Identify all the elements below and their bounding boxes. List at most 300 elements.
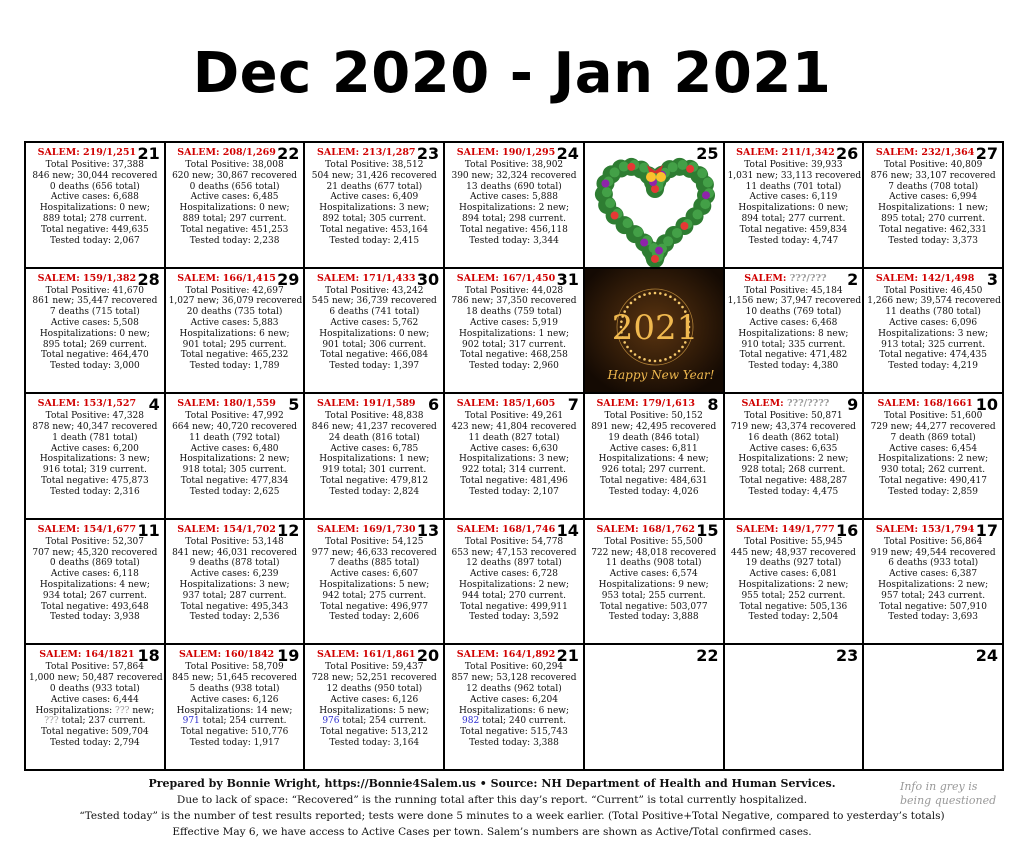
stat-line: Active cases: 6,119 [749, 192, 838, 203]
day-number: 15 [696, 520, 719, 540]
stat-line: Active cases: 6,444 [50, 694, 139, 705]
stat-line: 6 deaths (933 total) [888, 558, 979, 569]
day-number: 20 [416, 646, 440, 666]
stat-line: 895 total; 269 current. [42, 339, 147, 350]
day-number: 22 [277, 144, 300, 163]
calendar-day-cell [864, 394, 1004, 520]
stat-line: Tested today: 3,693 [888, 612, 978, 623]
stat-line: Hospitalizations: 2 new; [458, 579, 570, 590]
stat-line: 786 new; 37,350 recovered [451, 296, 577, 307]
stat-line: Hospitalizations: 1 new; [878, 203, 989, 214]
salem-active-total: SALEM: 164/1821 [39, 649, 135, 661]
salem-active-total: SALEM: 153/1,794 [875, 523, 975, 535]
stat-line: 895 total; 270 current. [881, 213, 986, 224]
stat-line: 926 total; 297 current. [601, 465, 706, 476]
stat-line: 1 death (781 total) [52, 432, 138, 443]
stat-line: Total negative: 495,343 [180, 601, 289, 612]
stat-line: 919 new; 49,544 recovered [870, 547, 996, 558]
day-number: 11 [137, 520, 160, 540]
day-stats [728, 286, 860, 372]
stat-line: Hospitalizations: 2 new; [458, 203, 570, 214]
stat-line: Active cases: 6,635 [749, 443, 838, 454]
stat-line: Total Positive: 40,809 [883, 160, 983, 170]
stat-line: Tested today: 3,000 [49, 361, 140, 372]
stat-line: Hospitalizations: 0 new; [738, 203, 849, 214]
stat-line: Total Positive: 38,008 [185, 160, 284, 170]
stat-line: Total negative: 488,287 [739, 475, 848, 486]
stat-line: 1,156 new; 37,947 recovered [727, 296, 862, 307]
salem-active-total: SALEM: 211/1,342 [736, 147, 835, 158]
day-number: 26 [836, 144, 859, 163]
stat-line: 390 new; 32,324 recovered [451, 170, 577, 181]
stat-line: Active cases: 6,607 [330, 569, 419, 580]
stat-line: Total negative: 507,910 [879, 601, 987, 612]
day-stats [169, 160, 301, 246]
salem-active-total: SALEM: 153/1,527 [37, 398, 137, 410]
stat-line: Hospitalizations: ??? new; [35, 705, 155, 716]
stat-line: Total negative: 449,635 [40, 224, 149, 235]
calendar-day-cell [305, 394, 445, 520]
day-number: 31 [556, 269, 579, 289]
stat-line: 19 death (846 total) [608, 432, 700, 443]
stat-line: Active cases: 6,200 [50, 443, 139, 454]
stat-line: 944 total; 270 current. [462, 590, 566, 601]
day-stats [308, 537, 440, 623]
stat-line: Total Positive: 37,388 [45, 160, 145, 170]
stat-line: Tested today: 2,316 [49, 486, 140, 497]
calendar-grid [24, 141, 1004, 771]
day-number: 29 [277, 269, 300, 289]
stat-line: Total Positive: 49,261 [464, 411, 564, 422]
stat-line: Hospitalizations: 0 new; [179, 203, 290, 214]
stat-line: 11 death (792 total) [189, 432, 281, 443]
stat-line: Tested today: 4,026 [608, 486, 699, 497]
stat-line: Total Positive: 50,152 [604, 411, 703, 422]
stat-line: 7 death (869 total) [890, 432, 976, 443]
stat-line: Total Positive: 53,148 [185, 536, 284, 547]
grey-info-note: Info in grey is being questioned [900, 780, 997, 807]
stat-line: Total Positive: 39,933 [744, 160, 843, 170]
stat-line: 7 deaths (885 total) [329, 558, 420, 569]
stat-line: Tested today: 1,789 [189, 361, 280, 372]
stat-line: Hospitalizations: 0 new; [39, 203, 150, 214]
salem-active-total: SALEM: 185/1,605 [456, 398, 556, 410]
day-stats [29, 160, 161, 246]
stat-line: Tested today: 4,475 [748, 486, 839, 497]
stat-line: Hospitalizations: 3 new; [39, 454, 150, 465]
day-number: 21 [137, 144, 160, 163]
calendar-day-cell [305, 520, 445, 646]
day-number: 27 [975, 144, 998, 163]
highlighted-value: 971 [182, 716, 200, 727]
day-number: 21 [556, 646, 579, 666]
footer-credit: Prepared by Bonnie Wright, https://Bonnie4Salem.us • Source: NH Department of Health and Human Services. [148, 777, 836, 790]
calendar-day-cell [26, 520, 166, 646]
stat-line: Active cases: 6,811 [609, 443, 698, 454]
stat-line: 728 new; 52,251 recovered [311, 673, 437, 684]
day-number: 24 [975, 646, 998, 666]
day-stats [308, 662, 440, 748]
stat-line: Total Positive: 44,028 [464, 285, 564, 296]
stat-line: Hospitalizations: 4 new; [39, 579, 150, 590]
calendar-day-cell [585, 394, 725, 520]
stat-line: 919 total; 301 current. [322, 465, 427, 476]
stat-line: Total Positive: 59,437 [325, 662, 424, 673]
calendar-day-cell [166, 645, 306, 771]
stat-line: Hospitalizations: 0 new; [319, 328, 430, 339]
stat-line: Total Positive: 43,242 [325, 285, 424, 296]
stat-line: Tested today: 3,344 [469, 235, 559, 246]
stat-line: 913 total; 325 current. [881, 339, 986, 350]
stat-line: Tested today: 3,164 [329, 737, 420, 748]
salem-active-total: SALEM: 167/1,450 [456, 272, 556, 284]
salem-active-total: SALEM: 191/1,589 [317, 398, 416, 410]
calendar-day-cell [585, 520, 725, 646]
calendar-day-cell [725, 394, 865, 520]
stat-line: Hospitalizations: 2 new; [878, 579, 989, 590]
questioned-value: ??? [44, 716, 59, 727]
stat-line: 729 new; 44,277 recovered [870, 421, 996, 432]
stat-line: Total negative: 477,834 [180, 475, 289, 486]
stat-line: Total negative: 468,258 [460, 350, 568, 361]
stat-line: 942 total; 275 current. [322, 590, 427, 601]
day-number: 8 [707, 395, 719, 415]
stat-line: Total negative: 479,812 [320, 475, 429, 486]
stat-line: Total Positive: 54,778 [464, 536, 564, 547]
stat-line: Total negative: 509,704 [40, 727, 149, 738]
stat-line: Hospitalizations: 1 new; [319, 454, 430, 465]
stat-line: Active cases: 5,762 [330, 317, 419, 328]
calendar-day-cell [585, 645, 725, 771]
stat-line: 971 total; 254 current. [182, 716, 287, 727]
stat-line: Total Positive: 41,670 [45, 285, 145, 296]
stat-line: Tested today: 2,415 [329, 235, 420, 246]
salem-active-total: SALEM: 164/1,892 [456, 649, 556, 661]
stat-line: Total negative: 451,253 [180, 224, 289, 235]
salem-active-total: SALEM: 168/1,746 [456, 523, 556, 535]
stat-line: 6 deaths (741 total) [329, 307, 420, 318]
stat-line: Total Positive: 38,902 [464, 160, 564, 170]
stat-line: Total Positive: 54,125 [325, 536, 424, 547]
calendar-day-cell [864, 269, 1004, 395]
stat-line: 11 deaths (908 total) [605, 558, 702, 569]
stat-line: Total Positive: 57,864 [45, 662, 145, 673]
calendar-day-cell [725, 143, 865, 269]
stat-line: Tested today: 2,606 [329, 612, 420, 623]
day-stats [169, 411, 301, 497]
calendar-day-cell [305, 645, 445, 771]
day-stats [867, 411, 999, 497]
stat-line: 21 deaths (677 total) [326, 181, 423, 192]
stat-line: Tested today: 2,504 [748, 612, 839, 623]
stat-line: Total Positive: 58,709 [185, 662, 284, 673]
stat-line: Tested today: 1,917 [189, 737, 280, 748]
stat-line: Total negative: 466,084 [320, 350, 429, 361]
day-number: 24 [556, 144, 579, 163]
stat-line: Total negative: 484,631 [599, 475, 708, 486]
calendar-day-cell [725, 269, 865, 395]
salem-questioned-value: ???/???? [786, 398, 830, 410]
day-stats [29, 411, 161, 497]
stat-line: 892 total; 305 current. [322, 213, 427, 224]
salem-active-total: SALEM: ???/???? [741, 398, 830, 410]
stat-line: 878 new; 40,347 recovered [32, 421, 158, 432]
day-number: 17 [975, 520, 998, 540]
stat-line: Tested today: 2,536 [189, 612, 280, 623]
stat-line: 922 total; 314 current. [462, 465, 566, 476]
footer-note-tested: “Tested today” is the number of test results reported; tests were done 5 minutes to a week earlier. (Total Positive+Total Negative, compared to yesterday’s totals) [79, 810, 945, 822]
stat-line: Active cases: 6,485 [190, 192, 279, 203]
footer-note-active: Effective May 6, we have access to Active Cases per town. Salem’s numbers are shown as Active/Total confirmed cases. [172, 826, 812, 838]
calendar-day-cell [445, 143, 585, 269]
stat-line: Hospitalizations: 5 new; [319, 705, 430, 716]
day-number: 19 [277, 646, 300, 666]
calendar-day-cell [864, 520, 1004, 646]
stat-line: 857 new; 53,128 recovered [451, 673, 577, 684]
calendar-day-cell [166, 269, 306, 395]
stat-line: Hospitalizations: 8 new; [738, 328, 849, 339]
day-stats [169, 662, 301, 748]
day-number: 13 [416, 520, 440, 540]
day-stats [308, 411, 440, 497]
day-stats [867, 160, 999, 246]
salem-active-total: SALEM: 166/1,415 [177, 272, 276, 284]
calendar-day-cell [26, 143, 166, 269]
stat-line: Total Positive: 60,294 [464, 662, 564, 673]
stat-line: Hospitalizations: 4 new; [598, 454, 709, 465]
day-stats [588, 411, 720, 497]
stat-line: 982 total; 240 current. [462, 716, 566, 727]
stat-line: Active cases: 5,508 [50, 317, 139, 328]
day-stats [308, 160, 440, 246]
day-number: 30 [416, 269, 440, 289]
stat-line: 0 deaths (869 total) [49, 558, 140, 569]
day-number: 10 [975, 395, 998, 415]
stat-line: 846 new; 41,237 recovered [311, 421, 437, 432]
stat-line: Tested today: 3,373 [888, 235, 978, 246]
stat-line: 930 total; 262 current. [881, 465, 986, 476]
salem-active-total: SALEM: 161/1,861 [317, 649, 416, 661]
stat-line: Active cases: 6,574 [609, 569, 698, 580]
stat-line: 889 total; 278 current. [42, 213, 147, 224]
stat-line: 918 total; 305 current. [182, 465, 287, 476]
day-stats [169, 537, 301, 623]
stat-line: 664 new; 40,720 recovered [172, 421, 298, 432]
stat-line: Tested today: 3,938 [49, 612, 140, 623]
salem-questioned-value: ???/??? [789, 272, 827, 284]
stat-line: 955 total; 252 current. [741, 590, 846, 601]
stat-line: Active cases: 5,888 [470, 192, 558, 203]
stat-line: Tested today: 2,625 [189, 486, 280, 497]
calendar-day-cell [26, 394, 166, 520]
day-stats [169, 286, 301, 372]
stat-line: 504 new; 31,426 recovered [311, 170, 437, 181]
stat-line: Tested today: 3,388 [469, 737, 559, 748]
stat-line: Hospitalizations: 2 new; [738, 579, 849, 590]
day-stats [448, 286, 580, 372]
stat-line: 719 new; 43,374 recovered [730, 421, 856, 432]
page-title: Dec 2020 - Jan 2021 [192, 41, 832, 106]
stat-line: Total negative: 462,331 [879, 224, 987, 235]
stat-line: 20 deaths (735 total) [186, 307, 283, 318]
stat-line: Total Positive: 55,500 [604, 536, 703, 547]
salem-active-total: SALEM: 149/1,777 [736, 523, 835, 535]
day-stats [448, 537, 580, 623]
stat-line: 0 deaths (933 total) [49, 683, 140, 694]
salem-active-total: SALEM: 169/1,730 [317, 523, 416, 535]
day-stats [448, 662, 580, 748]
calendar-day-cell [305, 269, 445, 395]
stat-line: Hospitalizations: 9 new; [598, 579, 709, 590]
stat-line: Tested today: 2,960 [469, 361, 559, 372]
stat-line: Total Positive: 42,697 [185, 285, 284, 296]
stat-line: Total Positive: 52,307 [45, 536, 145, 547]
stat-line: 19 deaths (927 total) [745, 558, 842, 569]
stat-line: 5 deaths (938 total) [189, 683, 280, 694]
stat-line: 620 new; 30,867 recovered [172, 170, 298, 181]
stat-line: 11 deaths (701 total) [745, 181, 842, 192]
day-number: 14 [556, 520, 579, 540]
day-stats [308, 286, 440, 372]
stat-line: 11 deaths (780 total) [885, 307, 981, 318]
stat-line: 18 deaths (759 total) [466, 307, 562, 318]
stat-line: Hospitalizations: 3 new; [458, 454, 570, 465]
day-number: 6 [428, 395, 440, 415]
stat-line: 12 deaths (897 total) [466, 558, 562, 569]
stat-line: Hospitalizations: 3 new; [878, 328, 989, 339]
stat-line: 1,027 new; 36,079 recovered [168, 296, 303, 307]
calendar-day-cell [445, 269, 585, 395]
stat-line: Hospitalizations: 5 new; [319, 579, 430, 590]
stat-line: 10 deaths (769 total) [745, 307, 842, 318]
salem-active-total: SALEM: 160/1842 [178, 649, 275, 661]
stat-line: 7 deaths (708 total) [888, 181, 979, 192]
stat-line: Hospitalizations: 6 new; [458, 705, 570, 716]
stat-line: Total Positive: 45,184 [744, 285, 843, 296]
calendar-day-cell [445, 645, 585, 771]
stat-line: Total negative: 496,977 [320, 601, 429, 612]
calendar-day-cell [585, 143, 725, 269]
day-stats [448, 160, 580, 246]
day-number: 18 [137, 646, 160, 666]
stat-line: Tested today: 3,888 [608, 612, 699, 623]
calendar-day-cell [864, 143, 1004, 269]
salem-active-total: SALEM: 179/1,613 [596, 398, 695, 410]
day-number: 23 [416, 144, 440, 163]
stat-line: 901 total; 306 current. [322, 339, 427, 350]
stat-line: Total Positive: 47,992 [185, 411, 284, 422]
salem-active-total: SALEM: 171/1,433 [317, 272, 416, 284]
stat-line: 1,031 new; 33,113 recovered [727, 170, 862, 181]
stat-line: Total negative: 493,648 [40, 601, 149, 612]
stat-line: Active cases: 6,387 [889, 569, 978, 580]
new-year-greeting: Happy New Year! [607, 367, 715, 382]
salem-active-total: SALEM: 213/1,287 [317, 147, 416, 158]
stat-line: 846 new; 30,044 recovered [32, 170, 158, 181]
stat-line: 976 total; 254 current. [322, 716, 427, 727]
stat-line: 916 total; 319 current. [42, 465, 147, 476]
stat-line: 910 total; 335 current. [741, 339, 846, 350]
stat-line: 977 new; 46,633 recovered [311, 547, 437, 558]
stat-line: Tested today: 2,067 [49, 235, 140, 246]
day-number: 2 [847, 269, 859, 289]
salem-active-total: SALEM: 159/1,382 [37, 272, 137, 284]
day-number: 16 [836, 520, 859, 540]
stat-line: 24 death (816 total) [328, 432, 420, 443]
stat-line: Tested today: 2,107 [469, 486, 559, 497]
stat-line: Tested today: 2,794 [49, 737, 140, 748]
stat-line: Tested today: 3,592 [469, 612, 559, 623]
stat-line: Total Positive: 47,328 [45, 411, 145, 422]
day-stats [29, 286, 161, 372]
new-year-number: 2021 [611, 307, 699, 348]
stat-line: Active cases: 6,118 [50, 569, 139, 580]
stat-line: Active cases: 6,785 [330, 443, 419, 454]
calendar-day-cell [864, 645, 1004, 771]
stat-line: Hospitalizations: 1 new; [458, 328, 570, 339]
day-stats [867, 286, 999, 372]
stat-line: Total Positive: 46,450 [883, 285, 983, 296]
highlighted-value: 982 [462, 716, 480, 727]
stat-line: Active cases: 5,883 [190, 317, 279, 328]
stat-line: Tested today: 2,824 [329, 486, 420, 497]
salem-active-total: SALEM: 190/1,295 [456, 147, 556, 158]
stat-line: Total Positive: 50,871 [744, 411, 843, 422]
stat-line: Total Positive: 55,945 [744, 536, 843, 547]
stat-line: Total negative: 499,911 [460, 601, 568, 612]
stat-line: 894 total; 298 current. [462, 213, 566, 224]
stat-line: Total Positive: 48,838 [325, 411, 424, 422]
stat-line: 423 new; 41,804 recovered [451, 421, 577, 432]
day-stats [867, 537, 999, 623]
stat-line: Active cases: 5,919 [470, 317, 558, 328]
stat-line: 845 new; 51,645 recovered [172, 673, 298, 684]
salem-active-total: SALEM: 168/1,762 [596, 523, 695, 535]
stat-line: Hospitalizations: 0 new; [39, 328, 150, 339]
stat-line: Total negative: 505,136 [739, 601, 848, 612]
day-number: 4 [148, 395, 160, 415]
calendar-day-cell [166, 394, 306, 520]
stat-line: Tested today: 1,397 [329, 361, 420, 372]
stat-line: Active cases: 6,409 [330, 192, 419, 203]
day-stats [29, 537, 161, 623]
stat-line: 707 new; 45,320 recovered [32, 547, 158, 558]
stat-line: Total negative: 510,776 [180, 727, 289, 738]
stat-line: 937 total; 287 current. [182, 590, 287, 601]
stat-line: Total negative: 490,417 [879, 475, 987, 486]
stat-line: 928 total; 268 current. [741, 465, 846, 476]
stat-line: 894 total; 277 current. [741, 213, 846, 224]
stat-line: 841 new; 46,031 recovered [172, 547, 298, 558]
stat-line: 934 total; 267 current. [42, 590, 147, 601]
stat-line: Total negative: 515,743 [460, 727, 568, 738]
stat-line: Hospitalizations: 14 new; [176, 705, 293, 716]
stat-line: 891 new; 42,495 recovered [591, 421, 717, 432]
stat-line: Hospitalizations: 3 new; [179, 579, 290, 590]
salem-active-total: SALEM: 219/1,251 [37, 147, 137, 158]
calendar-day-cell [445, 520, 585, 646]
stat-line: Active cases: 6,630 [470, 443, 558, 454]
day-stats [588, 537, 720, 623]
stat-line: Total negative: 456,118 [460, 224, 568, 235]
highlighted-value: 976 [322, 716, 340, 727]
stat-line: 545 new; 36,739 recovered [311, 296, 437, 307]
day-number: 9 [847, 395, 859, 415]
stat-line: 876 new; 33,107 recovered [870, 170, 996, 181]
salem-active-total: SALEM: ???/??? [744, 272, 827, 284]
stat-line: 1,266 new; 39,574 recovered [867, 296, 1001, 307]
stat-line: Active cases: 6,126 [190, 694, 279, 705]
